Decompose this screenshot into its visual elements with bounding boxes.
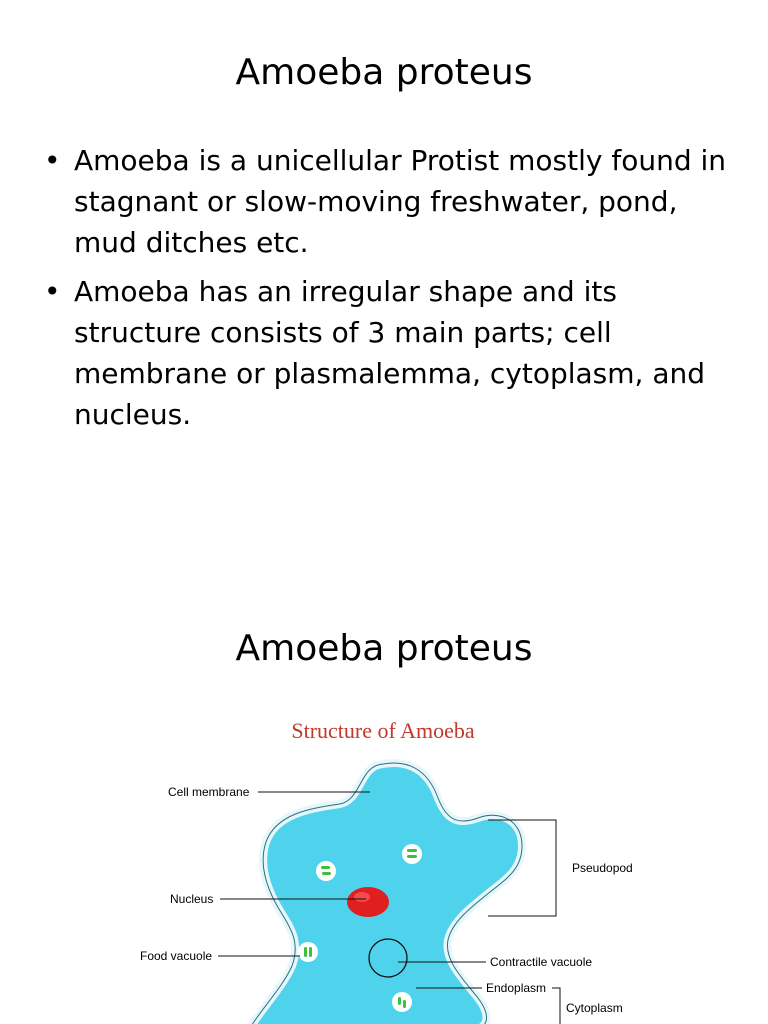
bullet-item [44,140,744,263]
label-cell-membrane: Cell membrane [168,785,250,799]
amoeba-diagram [0,708,768,1024]
food-vacuole-4 [392,992,412,1012]
label-food-vacuole: Food vacuole [140,949,213,963]
slide-title: Amoeba proteus [235,628,533,669]
nucleus-shape [347,887,389,917]
bullet-icon: • [44,275,61,308]
bullet-text: Amoeba is a unicellular Protist mostly found in stagnant or slow-moving freshwater, pond, mud ditches etc. [74,144,727,259]
label-cytoplasm: Cytoplasm [566,1001,623,1015]
bullet-icon: • [44,144,61,177]
label-contractile-vacuole: Contractile vacuole [490,955,593,969]
bullet-text: Amoeba has an irregular shape and its structure consists of 3 main parts; cell membrane or plasmalemma, cytoplasm, and nucleus. [74,275,706,431]
slide-title: Amoeba proteus [235,52,533,93]
bullet-item [44,271,744,435]
food-vacuole-2 [402,844,422,864]
diagram-title: Structure of Amoeba [291,718,475,743]
bullet-list [44,140,744,443]
label-nucleus: Nucleus [170,892,214,906]
label-pseudopod: Pseudopod [572,861,633,875]
label-endoplasm: Endoplasm [486,981,547,995]
amoeba-diagram-svg [0,708,768,1024]
food-vacuole-1 [316,861,336,881]
cell-body [250,763,522,1024]
slide-2 [0,512,768,1024]
food-vacuole-3 [298,942,318,962]
nucleus-highlight [354,892,370,902]
